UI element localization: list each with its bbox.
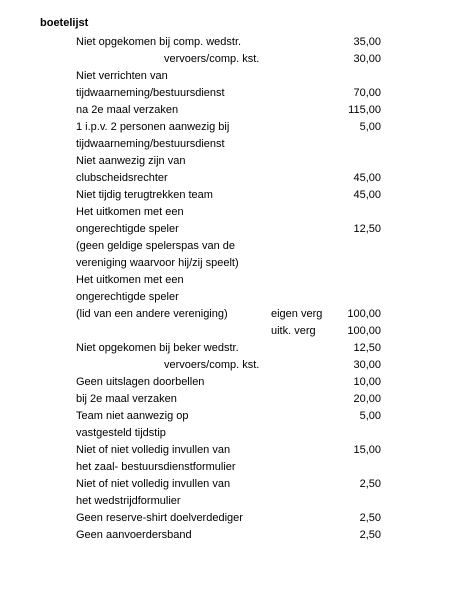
fine-row xyxy=(0,493,468,510)
fine-description: tijdwaarneming/bestuursdienst xyxy=(76,87,225,99)
fine-description: vastgesteld tijdstip xyxy=(76,427,166,439)
fine-row xyxy=(0,187,468,204)
fine-row xyxy=(0,68,468,85)
fine-description: ongerechtigde speler xyxy=(76,223,179,235)
fine-description: het zaal- bestuursdienstformulier xyxy=(76,461,236,473)
fine-row xyxy=(0,425,468,442)
fine-row xyxy=(0,510,468,527)
fine-category: eigen verg xyxy=(271,308,323,320)
fine-row xyxy=(0,306,468,323)
fine-description: Geen uitslagen doorbellen xyxy=(76,376,205,388)
fine-amount: 45,00 xyxy=(353,189,381,201)
fine-row xyxy=(0,272,468,289)
fine-amount: 100,00 xyxy=(347,325,381,337)
fine-row xyxy=(0,204,468,221)
fine-description: Geen reserve-shirt doelverdediger xyxy=(76,512,243,524)
fine-row xyxy=(0,255,468,272)
fine-row xyxy=(0,476,468,493)
fine-amount: 45,00 xyxy=(353,172,381,184)
fine-row xyxy=(0,459,468,476)
fine-description: Niet tijdig terugtrekken team xyxy=(76,189,213,201)
fine-amount: 15,00 xyxy=(353,444,381,456)
fine-row xyxy=(0,357,468,374)
fine-row xyxy=(0,119,468,136)
fine-amount: 2,50 xyxy=(359,512,381,524)
fine-description: tijdwaarneming/bestuursdienst xyxy=(76,138,225,150)
fine-description: het wedstrijdformulier xyxy=(76,495,181,507)
fine-row xyxy=(0,323,468,340)
fine-description: vereniging waarvoor hij/zij speelt) xyxy=(76,257,239,269)
document-title: boetelijst xyxy=(40,17,89,29)
fine-row xyxy=(0,374,468,391)
fine-category: uitk. verg xyxy=(271,325,316,337)
fine-row xyxy=(0,85,468,102)
fine-amount: 5,00 xyxy=(359,410,381,422)
fine-row xyxy=(0,442,468,459)
fine-row xyxy=(0,102,468,119)
fine-description: vervoers/comp. kst. xyxy=(164,359,260,371)
fine-description: Het uitkomen met een xyxy=(76,274,184,286)
fine-row xyxy=(0,51,468,68)
fine-description: Het uitkomen met een xyxy=(76,206,184,218)
fine-amount: 12,50 xyxy=(353,223,381,235)
fine-row xyxy=(0,221,468,238)
fine-description: bij 2e maal verzaken xyxy=(76,393,177,405)
fine-row xyxy=(0,289,468,306)
fine-description: Niet verrichten van xyxy=(76,70,168,82)
fine-amount: 35,00 xyxy=(353,36,381,48)
fine-list xyxy=(0,34,468,544)
fine-description: (geen geldige spelerspas van de xyxy=(76,240,236,252)
fine-amount: 100,00 xyxy=(347,308,381,320)
fine-row xyxy=(0,340,468,357)
fine-description: Niet of niet volledig invullen van xyxy=(76,444,231,456)
fine-amount: 2,50 xyxy=(359,478,381,490)
fine-row xyxy=(0,170,468,187)
fine-row xyxy=(0,408,468,425)
fine-description: Geen aanvoerdersband xyxy=(76,529,192,541)
fine-description: Niet opgekomen bij comp. wedstr. xyxy=(76,36,242,48)
fine-row xyxy=(0,391,468,408)
fine-amount: 30,00 xyxy=(353,359,381,371)
fine-amount: 2,50 xyxy=(359,529,381,541)
fine-description: clubscheidsrechter xyxy=(76,172,168,184)
fine-amount: 10,00 xyxy=(353,376,381,388)
fine-amount: 70,00 xyxy=(353,87,381,99)
fine-description: na 2e maal verzaken xyxy=(76,104,179,116)
fine-amount: 5,00 xyxy=(359,121,381,133)
fine-description: 1 i.p.v. 2 personen aanwezig bij xyxy=(76,121,230,133)
fine-description: Niet opgekomen bij beker wedstr. xyxy=(76,342,239,354)
fine-amount: 20,00 xyxy=(353,393,381,405)
fine-description: (lid van een andere vereniging) xyxy=(76,308,228,320)
fine-description: Team niet aanwezig op xyxy=(76,410,189,422)
fine-row xyxy=(0,527,468,544)
fine-amount: 30,00 xyxy=(353,53,381,65)
fine-description: Niet aanwezig zijn van xyxy=(76,155,186,167)
fine-row xyxy=(0,238,468,255)
fine-amount: 115,00 xyxy=(348,104,381,116)
fine-amount: 12,50 xyxy=(353,342,381,354)
fine-description: Niet of niet volledig invullen van xyxy=(76,478,231,490)
fine-description: ongerechtigde speler xyxy=(76,291,179,303)
fine-row xyxy=(0,136,468,153)
fine-row xyxy=(0,34,468,51)
fine-row xyxy=(0,153,468,170)
fine-description: vervoers/comp. kst. xyxy=(164,53,260,65)
